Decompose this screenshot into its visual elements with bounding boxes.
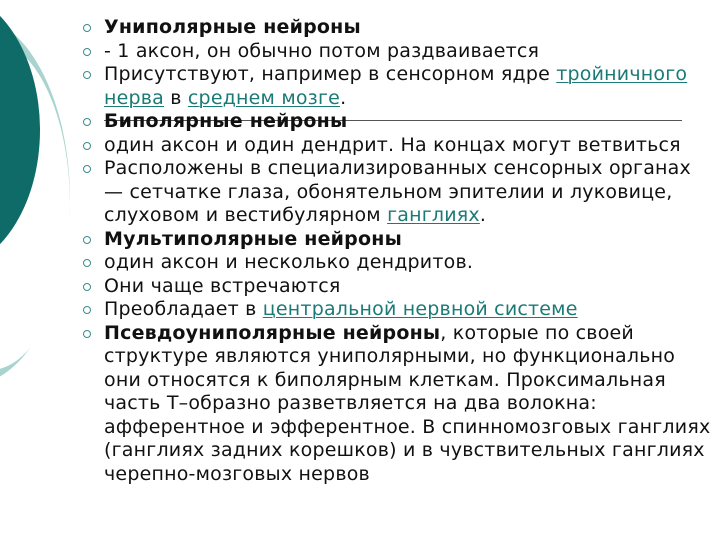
- list-item: [80, 110, 716, 134]
- link-cns[interactable]: центральной нервной системе: [262, 298, 578, 320]
- bullet-list: [80, 16, 716, 486]
- heading-multipolar: Мультиполярные нейроны: [104, 227, 402, 250]
- item-text: - 1 аксон, он обычно потом раздваивается: [104, 39, 540, 62]
- list-item: [80, 228, 716, 252]
- item-text: , которые по своей структуре являются униполярными, но функционально они относятся к биполярным клеткам. Проксимальная часть Т–образно разветвляется на два волокна: афферентное и эфферентное. В спинномозговых ганглиях (ганглиях задних корешков) и в чувствительных ганглиях черепно-мозговых нервов: [104, 321, 711, 485]
- circle-bullet-icon: [83, 306, 91, 314]
- item-text: Расположены в специализированных сенсорных органах — сетчатке глаза, обонятельном эпителии и луковице, слуховом и вестибулярном: [104, 157, 691, 226]
- heading-unipolar: Униполярные нейроны: [104, 16, 361, 38]
- circle-bullet-icon: [83, 118, 91, 126]
- heading-pseudounipolar: Псевдоуниполярные нейроны: [104, 321, 441, 344]
- item-text: один аксон и один дендрит. На концах могут ветвиться: [104, 133, 681, 156]
- link-ganglia[interactable]: ганглиях: [387, 204, 480, 226]
- circle-bullet-icon: [83, 236, 91, 244]
- item-text: .: [340, 86, 347, 109]
- list-item: [80, 63, 716, 110]
- list-item: [80, 251, 716, 275]
- list-item: [80, 157, 716, 228]
- item-text: в: [164, 86, 188, 109]
- circle-bullet-icon: [83, 283, 91, 291]
- circle-bullet-icon: [83, 24, 91, 32]
- item-text: .: [479, 204, 487, 226]
- circle-bullet-icon: [83, 71, 91, 79]
- circle-bullet-icon: [83, 259, 91, 267]
- circle-bullet-icon: [83, 330, 91, 338]
- heading-bipolar: Биполярные нейроны: [104, 110, 348, 132]
- list-item: [80, 275, 716, 299]
- list-item: [80, 16, 716, 40]
- list-item: [80, 134, 716, 158]
- circle-bullet-icon: [83, 142, 91, 150]
- item-text: Они чаще встречаются: [104, 274, 341, 297]
- item-text: один аксон и несколько дендритов.: [104, 251, 474, 273]
- circle-bullet-icon: [83, 165, 91, 173]
- circle-bullet-icon: [83, 48, 91, 56]
- list-item: [80, 298, 716, 322]
- item-text: Преобладает в: [104, 298, 263, 320]
- item-text: Присутствуют, например в сенсорном ядре: [104, 63, 557, 85]
- link-trigeminal-nerve[interactable]: тройничного нерва: [104, 63, 688, 109]
- link-midbrain[interactable]: среднем мозге: [187, 86, 341, 109]
- list-item: [80, 40, 716, 64]
- list-item: [80, 322, 716, 487]
